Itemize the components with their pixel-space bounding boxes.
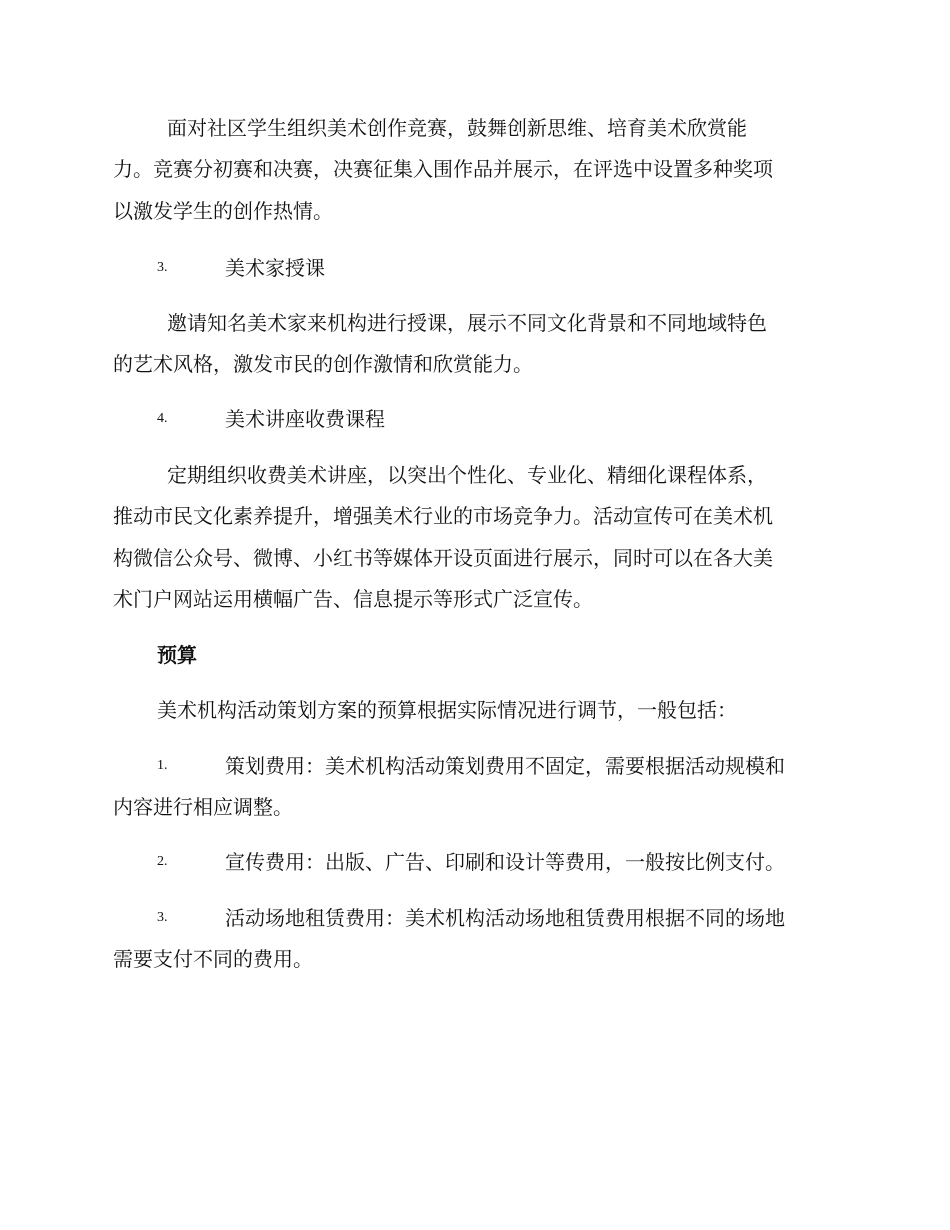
- budget-item-1-line-2: 内容进行相应调整。: [113, 795, 293, 819]
- budget-item-1-line-1: 策划费用：美术机构活动策划费用不固定，需要根据活动规模和: [225, 754, 785, 778]
- competition-paragraph-line-3: 以激发学生的创作热情。: [113, 199, 333, 223]
- item-3-paragraph-line-1: 邀请知名美术家来机构进行授课，展示不同文化背景和不同地域特色: [167, 311, 767, 335]
- competition-paragraph-line-2: 力。竞赛分初赛和决赛，决赛征集入围作品并展示，在评选中设置多种奖项: [113, 157, 773, 181]
- budget-number-2: 2.: [157, 854, 168, 869]
- budget-item-3-line-1: 活动场地租赁费用：美术机构活动场地租赁费用根据不同的场地: [225, 906, 785, 930]
- item-3-title: 美术家授课: [225, 256, 325, 280]
- list-number-3: 3.: [157, 260, 168, 275]
- competition-paragraph-line-1: 面对社区学生组织美术创作竞赛，鼓舞创新思维、培育美术欣赏能: [167, 116, 747, 140]
- budget-item-3-line-2: 需要支付不同的费用。: [113, 947, 313, 971]
- item-4-paragraph-line-3: 构微信公众号、微博、小红书等媒体开设页面进行展示，同时可以在各大美: [113, 546, 773, 570]
- item-4-title: 美术讲座收费课程: [225, 407, 385, 431]
- budget-number-1: 1.: [157, 758, 168, 773]
- item-3-paragraph-line-2: 的艺术风格，激发市民的创作激情和欣赏能力。: [113, 352, 533, 376]
- budget-heading: 预算: [157, 643, 197, 667]
- item-4-paragraph-line-1: 定期组织收费美术讲座，以突出个性化、专业化、精细化课程体系，: [167, 463, 767, 487]
- item-4-paragraph-line-2: 推动市民文化素养提升，增强美术行业的市场竞争力。活动宣传可在美术机: [113, 504, 773, 528]
- budget-number-3: 3.: [157, 910, 168, 925]
- budget-intro: 美术机构活动策划方案的预算根据实际情况进行调节，一般包括：: [157, 698, 737, 722]
- item-4-paragraph-line-4: 术门户网站运用横幅广告、信息提示等形式广泛宣传。: [113, 587, 593, 611]
- budget-item-2-line-1: 宣传费用：出版、广告、印刷和设计等费用，一般按比例支付。: [225, 850, 785, 874]
- list-number-4: 4.: [157, 411, 168, 426]
